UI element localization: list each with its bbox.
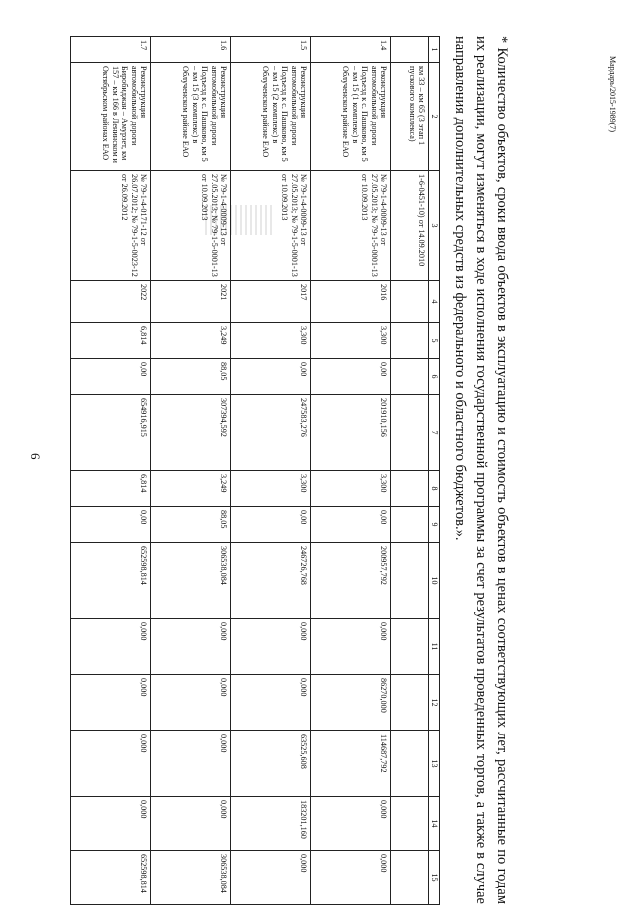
table-cell: 0,00 bbox=[311, 359, 391, 395]
header-cell: 15 bbox=[429, 851, 440, 905]
table-cell: 2021 bbox=[151, 281, 231, 323]
header-cell: 1 bbox=[429, 37, 440, 63]
table-cell: 114687,792 bbox=[311, 731, 391, 797]
table-cell bbox=[391, 797, 429, 851]
header-cell: 14 bbox=[429, 797, 440, 851]
table-cell: 88,05 bbox=[151, 359, 231, 395]
table-cell: 3,300 bbox=[231, 471, 311, 507]
table-row bbox=[311, 37, 391, 905]
table-cell: 88,05 bbox=[151, 507, 231, 543]
table-cell: 6,814 bbox=[71, 323, 151, 359]
table-cell: № 79-1-4-0009-13 от 27.05.2013; № 79-1-5-0001-13 от 10.09.2013 bbox=[231, 171, 311, 281]
table-cell: 0,000 bbox=[311, 619, 391, 675]
table-row bbox=[71, 37, 151, 905]
objects-table bbox=[70, 36, 440, 905]
header-cell: 10 bbox=[429, 543, 440, 619]
table-header-row bbox=[429, 37, 440, 905]
table-cell: 306538,084 bbox=[151, 543, 231, 619]
table-cell bbox=[391, 851, 429, 905]
table-cell: 652598,814 bbox=[71, 851, 151, 905]
header-cell: 11 bbox=[429, 619, 440, 675]
table-cell bbox=[391, 471, 429, 507]
table-cell: 0,00 bbox=[231, 359, 311, 395]
table-cell: Реконструкция автомобильной дороги Подъезд к с. Пашково, км 5 – км 15 (3 комплекс) в Облученском районе ЕАО bbox=[151, 63, 231, 171]
table-cell: 0,000 bbox=[311, 797, 391, 851]
table-cell: 246726,768 bbox=[231, 543, 311, 619]
table-cell: 0,000 bbox=[151, 797, 231, 851]
header-cell: 2 bbox=[429, 63, 440, 171]
table-cell: 654916,915 bbox=[71, 395, 151, 471]
header-cell: 4 bbox=[429, 281, 440, 323]
table-cell: 3,300 bbox=[231, 323, 311, 359]
table-cell: 86270,000 bbox=[311, 675, 391, 731]
table-cell: Реконструкция автомобильной дороги Биробиджан – Амурзет, км 157 – км 166 в Ленинском и Октябрьском районах ЕАО bbox=[71, 63, 151, 171]
header-cell: 3 bbox=[429, 171, 440, 281]
table-cell bbox=[391, 619, 429, 675]
header-cell: 9 bbox=[429, 507, 440, 543]
table-cell: 0,000 bbox=[151, 675, 231, 731]
table-cell: Реконструкция автомобильной дороги Подъезд к с. Пашково, км 5 – км 15 (2 комплекс) в Облученском районе ЕАО bbox=[231, 63, 311, 171]
table-cell: 247583,276 bbox=[231, 395, 311, 471]
table-cell: 63525,608 bbox=[231, 731, 311, 797]
footnote: * Количество объектов, сроки ввода объектов в эксплуатацию и стоимость объектов в ценах соответствующих лет, рассчитанные по годам их реализации, могут изменяться в ходе исполнения государственной программы за счет результатов проведенных торгов, а также в случае направления дополнительных средств из федерального и областного бюджетов.». bbox=[452, 36, 510, 904]
table-cell: 3,249 bbox=[151, 471, 231, 507]
table-cell: 201910,156 bbox=[311, 395, 391, 471]
table-cell: 0,000 bbox=[71, 731, 151, 797]
table-cell: 0,000 bbox=[311, 851, 391, 905]
table-cell: 3,300 bbox=[311, 323, 391, 359]
table-row bbox=[231, 37, 311, 905]
table-cell bbox=[391, 359, 429, 395]
table-cell: 1.4 bbox=[311, 37, 391, 63]
page-number: 6 bbox=[28, 453, 43, 460]
header-cell: 8 bbox=[429, 471, 440, 507]
table-cell: 2016 bbox=[311, 281, 391, 323]
header-cell: 5 bbox=[429, 323, 440, 359]
table-cell: № 79-1-4-0171-12 от 26.07.2012; № 79-1-5-0023-12 от 26.09.2012 bbox=[71, 171, 151, 281]
table-cell bbox=[391, 543, 429, 619]
table-cell: 1.7 bbox=[71, 37, 151, 63]
table-cell: 0,00 bbox=[71, 359, 151, 395]
table-cell: 2017 bbox=[231, 281, 311, 323]
table-cell: 0,000 bbox=[151, 619, 231, 675]
document-id: Мардарь/2015-1989(7) bbox=[608, 56, 617, 133]
table-cell: 3,249 bbox=[151, 323, 231, 359]
table-cell: 2022 bbox=[71, 281, 151, 323]
table-cell: 1.5 bbox=[231, 37, 311, 63]
table-cell: 6,814 bbox=[71, 471, 151, 507]
table-cell: 0,000 bbox=[231, 675, 311, 731]
data-table-container bbox=[90, 36, 440, 904]
table-row bbox=[151, 37, 231, 905]
table-cell: 0,00 bbox=[231, 507, 311, 543]
table-cell: 0,000 bbox=[151, 731, 231, 797]
table-cell: Реконструкция автомобильной дороги Подъезд к с. Пашково, км 5 – км 15 (1 комплекс) в Облученском районе ЕАО bbox=[311, 63, 391, 171]
table-cell: 0,000 bbox=[71, 797, 151, 851]
table-cell: 0,000 bbox=[71, 675, 151, 731]
header-cell: 12 bbox=[429, 675, 440, 731]
table-cell bbox=[391, 323, 429, 359]
table-cell: 200957,792 bbox=[311, 543, 391, 619]
table-cell bbox=[391, 395, 429, 471]
header-cell: 13 bbox=[429, 731, 440, 797]
header-cell: 6 bbox=[429, 359, 440, 395]
table-cell bbox=[391, 281, 429, 323]
table-cell: 0,000 bbox=[71, 619, 151, 675]
table-cell: 307394,592 bbox=[151, 395, 231, 471]
table-row bbox=[391, 37, 429, 905]
table-cell: 652598,814 bbox=[71, 543, 151, 619]
table-cell: км 33 – км 65 (3 этап 1 пускового комплекса) bbox=[391, 63, 429, 171]
header-cell: 7 bbox=[429, 395, 440, 471]
table-cell: 1-6-0451-10) от 14.09.2010 bbox=[391, 171, 429, 281]
table-cell: № 79-1-4-0009-13 от 27.05.2013; № 79-1-5-0001-13 от 10.09.2013 bbox=[151, 171, 231, 281]
table-cell bbox=[391, 507, 429, 543]
table-cell bbox=[391, 731, 429, 797]
table-cell bbox=[391, 37, 429, 63]
table-cell: 306538,084 bbox=[151, 851, 231, 905]
table-cell: 3,300 bbox=[311, 471, 391, 507]
table-cell: 0,000 bbox=[231, 851, 311, 905]
table-cell: 1.6 bbox=[151, 37, 231, 63]
table-cell: 0,00 bbox=[71, 507, 151, 543]
table-cell: 0,00 bbox=[311, 507, 391, 543]
table-cell: 0,000 bbox=[231, 619, 311, 675]
table-cell: № 79-1-4-0009-13 от 27.05.2013; № 79-1-5-0001-13 от 10.09.2013 bbox=[311, 171, 391, 281]
table-cell bbox=[391, 675, 429, 731]
table-cell: 183201,160 bbox=[231, 797, 311, 851]
